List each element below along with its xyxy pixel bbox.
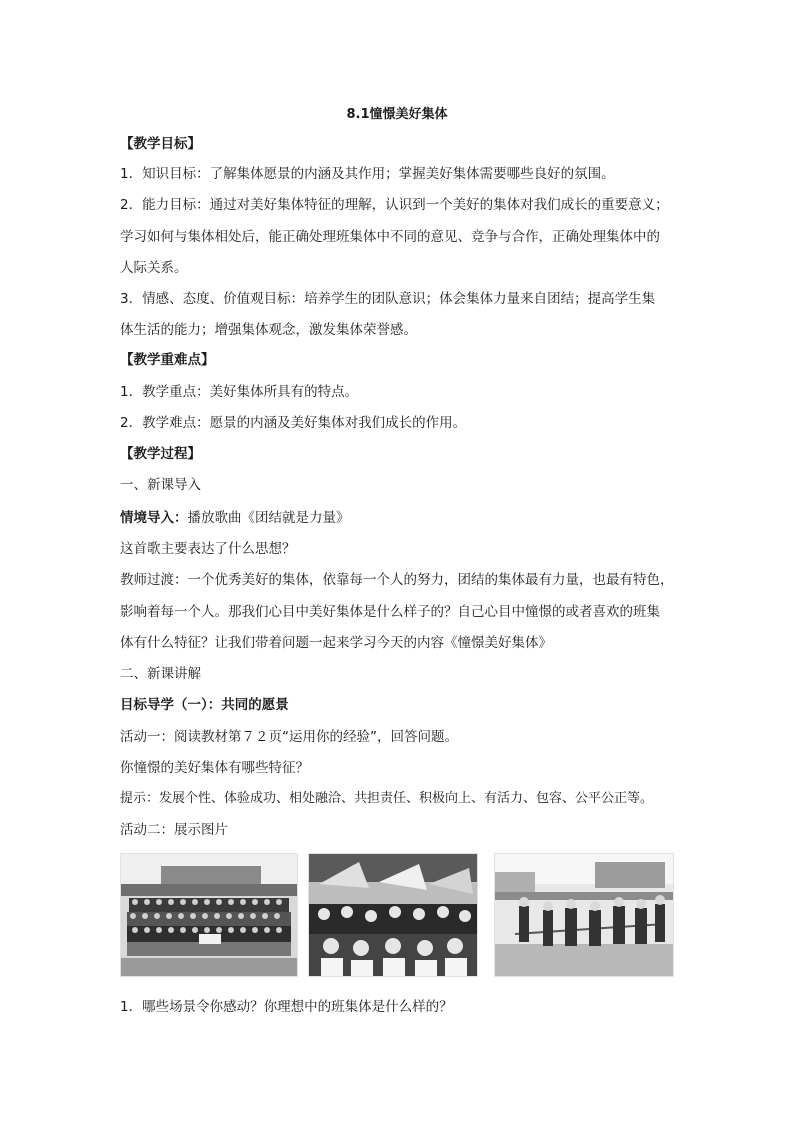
hint: 提示：发展个性、体验成功、相处融洽、共担责任、积极向上、有活力、包容、公平公正等。 xyxy=(120,791,654,806)
tug-of-war-photo xyxy=(494,853,674,977)
goal-3-line-2: 体生活的能力；增强集体观念，激发集体荣誉感。 xyxy=(120,322,417,338)
part-2-heading: 二、新课讲解 xyxy=(120,666,201,682)
transition-line-1: 教师过渡：一个优秀美好的集体，依靠每一个人的努力，团结的集体最有力量，也最有特色， xyxy=(120,572,674,588)
goal-2-line-3: 人际关系。 xyxy=(120,260,188,276)
activity-1: 活动一：阅读教材第７２页“运用你的经验”，回答问题。 xyxy=(120,729,458,745)
intro-label: 情境导入： xyxy=(120,510,188,526)
goal-1: 1．知识目标：了解集体愿景的内涵及其作用；掌握美好集体需要哪些良好的氛围。 xyxy=(120,166,615,182)
transition-line-3: 体有什么特征？让我们带着问题一起来学习今天的内容《憧憬美好集体》 xyxy=(120,635,552,651)
page-title: 8.1憧憬美好集体 xyxy=(346,107,448,122)
activity-2: 活动二：展示图片 xyxy=(120,822,228,838)
goal-3-line-1: 3．情感、态度、价值观目标：培养学生的团队意识；体会集体力量来自团结；提高学生集 xyxy=(120,291,656,307)
intro-text: 播放歌曲《团结就是力量》 xyxy=(187,510,350,526)
question-1: 这首歌主要表达了什么思想？ xyxy=(120,541,296,557)
class-group-photo xyxy=(120,853,298,977)
transition-line-2: 影响着每一个人。那我们心目中美好集体是什么样子的？自己心目中憧憬的或者喜欢的班集 xyxy=(120,604,660,620)
keys-header: 【教学重难点】 xyxy=(120,352,215,368)
key-point-2: 2．教学难点：愿景的内涵及美好集体对我们成长的作用。 xyxy=(120,415,467,431)
photo-strip xyxy=(120,853,674,975)
question-3: 1．哪些场景令你感动？你理想中的班集体是什么样的？ xyxy=(120,999,453,1015)
question-2: 你憧憬的美好集体有哪些特征？ xyxy=(120,760,309,776)
goal-2-line-2: 学习如何与集体相处后，能正确处理班集体中不同的意见、竞争与合作，正确处理集体中的 xyxy=(120,229,660,245)
part-1-heading: 一、新课导入 xyxy=(120,477,201,493)
goal-2-line-1: 2．能力目标：通过对美好集体特征的理解，认识到一个美好的集体对我们成长的重要意义； xyxy=(120,197,669,213)
cheering-crowd-photo xyxy=(308,853,478,977)
process-header: 【教学过程】 xyxy=(120,446,201,462)
key-point-1: 1．教学重点：美好集体所具有的特点。 xyxy=(120,384,359,400)
goals-header: 【教学目标】 xyxy=(120,136,201,152)
intro-line xyxy=(120,508,680,528)
objective-1: 目标导学（一）：共同的愿景 xyxy=(120,697,289,713)
